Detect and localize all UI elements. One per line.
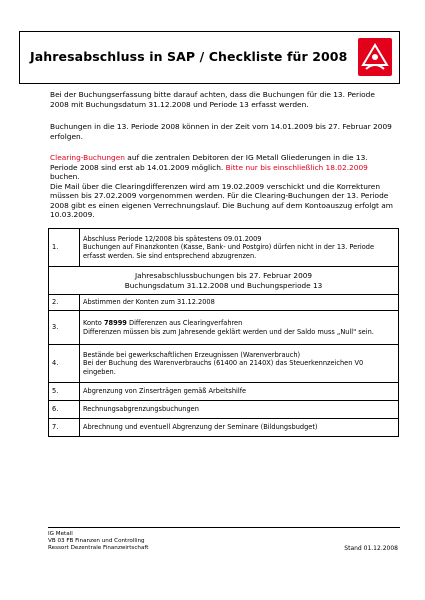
intro-paragraph-1: Bei der Buchungserfassung bitte darauf achten, dass die Buchungen für die 13. Periode 2008 mit Buchungsdatum 31.12.2008 und Periode 13 erfasst werden.	[50, 90, 375, 109]
row-number: 2.	[49, 295, 80, 311]
table-row	[49, 419, 399, 437]
row-content: Abgrenzung von Zinserträgen gemäß Arbeitshilfe	[80, 383, 399, 401]
footer-divider	[48, 527, 400, 528]
table-row	[49, 229, 399, 267]
row-number: 6.	[49, 401, 80, 419]
footer-organization: IG Metall VB 03 FB Finanzen und Controlling Ressort Dezentrale Finanzwirtschaft	[48, 531, 149, 551]
row-content: Konto 78999 Differenzen aus Clearingverfahren Differenzen müssen bis zum Jahresende geklärt werden und der Saldo muss „Null" sein.	[80, 311, 399, 345]
intro-paragraph-4: Die Mail über die Clearingdifferenzen wird am 19.02.2009 verschickt und die Korrekturen müssen bis 27.02.2009 vorgenommen werden. Für die Clearing-Buchungen der 13. Periode 2008 gibt es einen eigenen Verrechnungslauf. Die Buchung auf dem Kontoauszug erfolgt am 10.03.2009.	[50, 181, 393, 219]
row-content: Rechnungsabgrenzungsbuchungen	[80, 401, 399, 419]
clearing-highlight: Clearing-Buchungen	[50, 153, 125, 162]
row-number: 3.	[49, 311, 80, 345]
row-number: 5.	[49, 383, 80, 401]
ig-metall-logo	[357, 37, 393, 77]
section-header: Jahresabschlussbuchungen bis 27. Februar 2009 Buchungsdatum 31.12.2008 und Buchungsperiode 13	[49, 267, 399, 295]
table-row	[49, 383, 399, 401]
row-content: Abrechnung und eventuell Abgrenzung der Seminare (Bildungsbudget)	[80, 419, 399, 437]
title-box	[19, 31, 400, 84]
intro-paragraph-2: Buchungen in die 13. Periode 2008 können in der Zeit vom 14.01.2009 bis 27. Februar 2009 erfolgen.	[50, 122, 392, 141]
deadline-highlight: Bitte nur bis einschließlich 18.02.2009	[225, 162, 368, 172]
table-row	[49, 345, 399, 383]
row-content: Abstimmen der Konten zum 31.12.2008	[80, 295, 399, 311]
row-number: 4.	[49, 345, 80, 383]
row-number: 7.	[49, 419, 80, 437]
page-title: Jahresabschluss in SAP / Checkliste für 2008	[30, 49, 348, 64]
table-row	[49, 401, 399, 419]
section-header-row	[49, 267, 399, 295]
table-row	[49, 311, 399, 345]
footer-stand-date: Stand 01.12.2008	[344, 545, 398, 552]
row-content: Bestände bei gewerkschaftlichen Erzeugnissen (Warenverbrauch) Bei der Buchung des Warenverbrauchs (61400 an 2140X) das Steuerkennzeichen V0 eingeben.	[80, 345, 399, 383]
checklist-table	[48, 228, 399, 437]
intro-paragraph-3: Clearing-Buchungen auf die zentralen Debitoren der IG Metall Gliederungen in die 13. Periode 2008 sind erst ab 14.01.2009 möglich. Bitte nur bis einschließlich 18.02.2009 buchen. Die Mail über die Clearingdifferenzen wird am 19.02.2009 verschickt und die Korrekturen müssen bis 27.02.2009 vorgenommen werden. Für die Clearing-Buchungen der 13. Periode 2008 gibt es einen eigenen Verrechnungslauf. Die Buchung auf dem Kontoauszug erfolgt am 10.03.2009.	[50, 153, 393, 219]
row-number: 1.	[49, 229, 80, 267]
table-row	[49, 295, 399, 311]
row-content: Abschluss Periode 12/2008 bis spätestens 09.01.2009 Buchungen auf Finanzkonten (Kasse, Bank- und Postgiro) dürfen nicht in der 13. Periode erfasst werden. Sie sind entsprechend abzugrenzen.	[80, 229, 399, 267]
